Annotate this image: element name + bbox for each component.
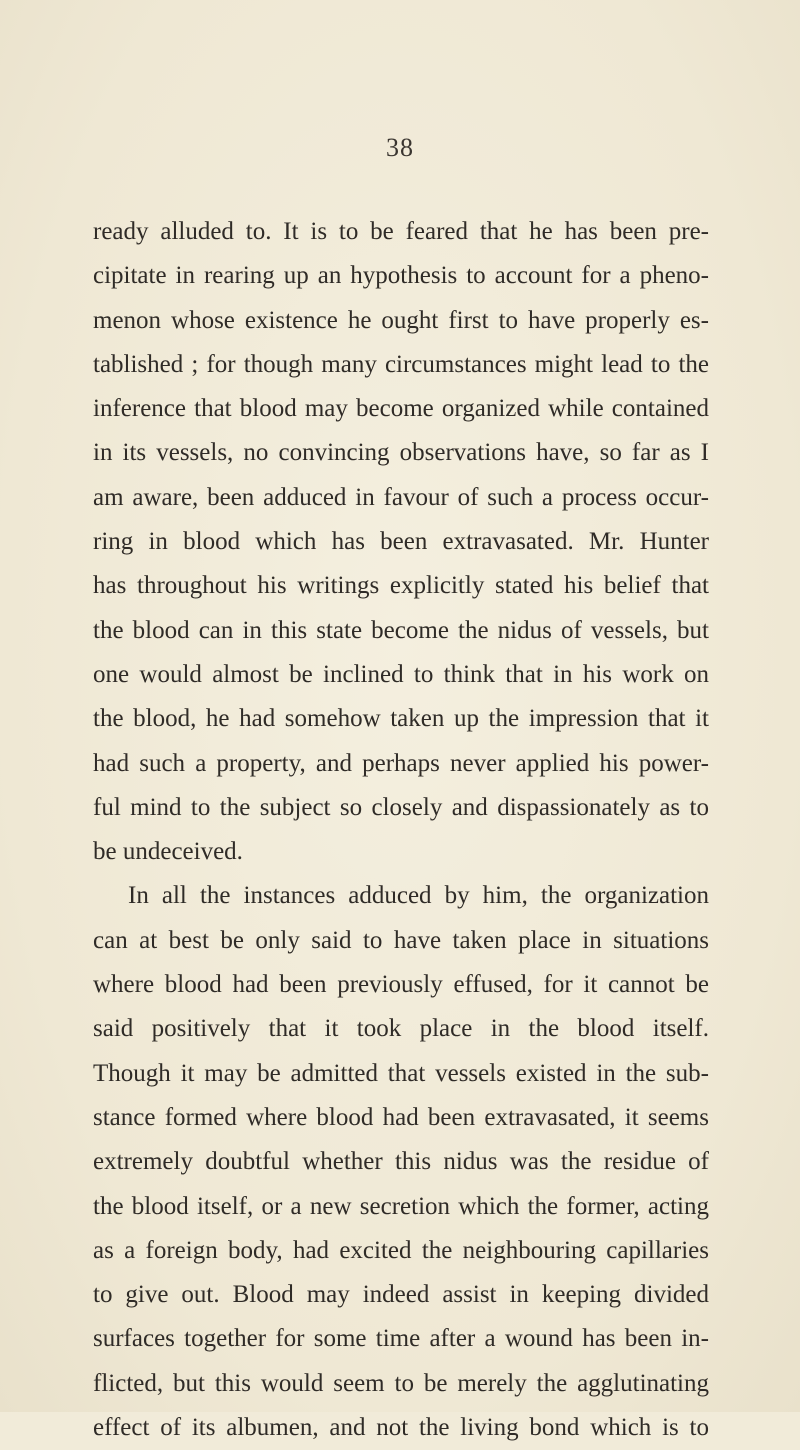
text-line: the blood, he had somehow taken up the impression that it [93,705,709,733]
text-line: can at best be only said to have taken place in situations [93,926,709,954]
text-line: surfaces together for some time after a wound has been in- [93,1325,709,1353]
text-line: extremely doubtful whether this nidus was the residue of [93,1148,709,1176]
text-line: where blood had been previously effused, for it cannot be [93,971,709,999]
text-line: has throughout his writings explicitly stated his belief that [93,572,709,600]
text-line: menon whose existence he ought first to have properly es- [93,306,709,334]
text-line: Though it may be admitted that vessels existed in the sub- [93,1059,709,1087]
text-line: tablished ; for though many circumstances might lead to the [93,350,709,378]
text-line: the blood itself, or a new secretion which the former, acting [93,1192,709,1220]
text-line: had such a property, and perhaps never applied his power- [93,749,709,777]
text-line: inference that blood may become organized while contained [93,395,709,423]
text-line: as a foreign body, had excited the neighbouring capillaries [93,1236,709,1264]
body-text [93,210,709,1450]
text-line: the blood can in this state become the nidus of vessels, but [93,616,709,644]
text-line: am aware, been adduced in favour of such a process occur- [93,483,709,511]
text-line: said positively that it took place in the blood itself. [93,1015,709,1043]
text-line-paragraph-start: In all the instances adduced by him, the organization [128,882,709,910]
text-line: in its vessels, no convincing observations have, so far as I [93,439,709,467]
text-line: stance formed where blood had been extravasated, it seems [93,1103,709,1131]
text-line: effect of its albumen, and not the living bond which is to [93,1414,709,1442]
text-line: ring in blood which has been extravasated. Mr. Hunter [93,528,709,556]
page-number: 38 [386,133,414,162]
text-line-paragraph-end: be undeceived. [93,838,243,866]
text-line: ready alluded to. It is to be feared that he has been pre- [93,218,709,245]
text-line: one would almost be inclined to think that in his work on [93,660,709,688]
text-line: ful mind to the subject so closely and dispassionately as to [93,793,709,821]
text-line: cipitate in rearing up an hypothesis to account for a pheno- [93,262,709,290]
text-line: to give out. Blood may indeed assist in keeping divided [93,1281,709,1309]
text-line: flicted, but this would seem to be merely the agglutinating [93,1369,709,1397]
